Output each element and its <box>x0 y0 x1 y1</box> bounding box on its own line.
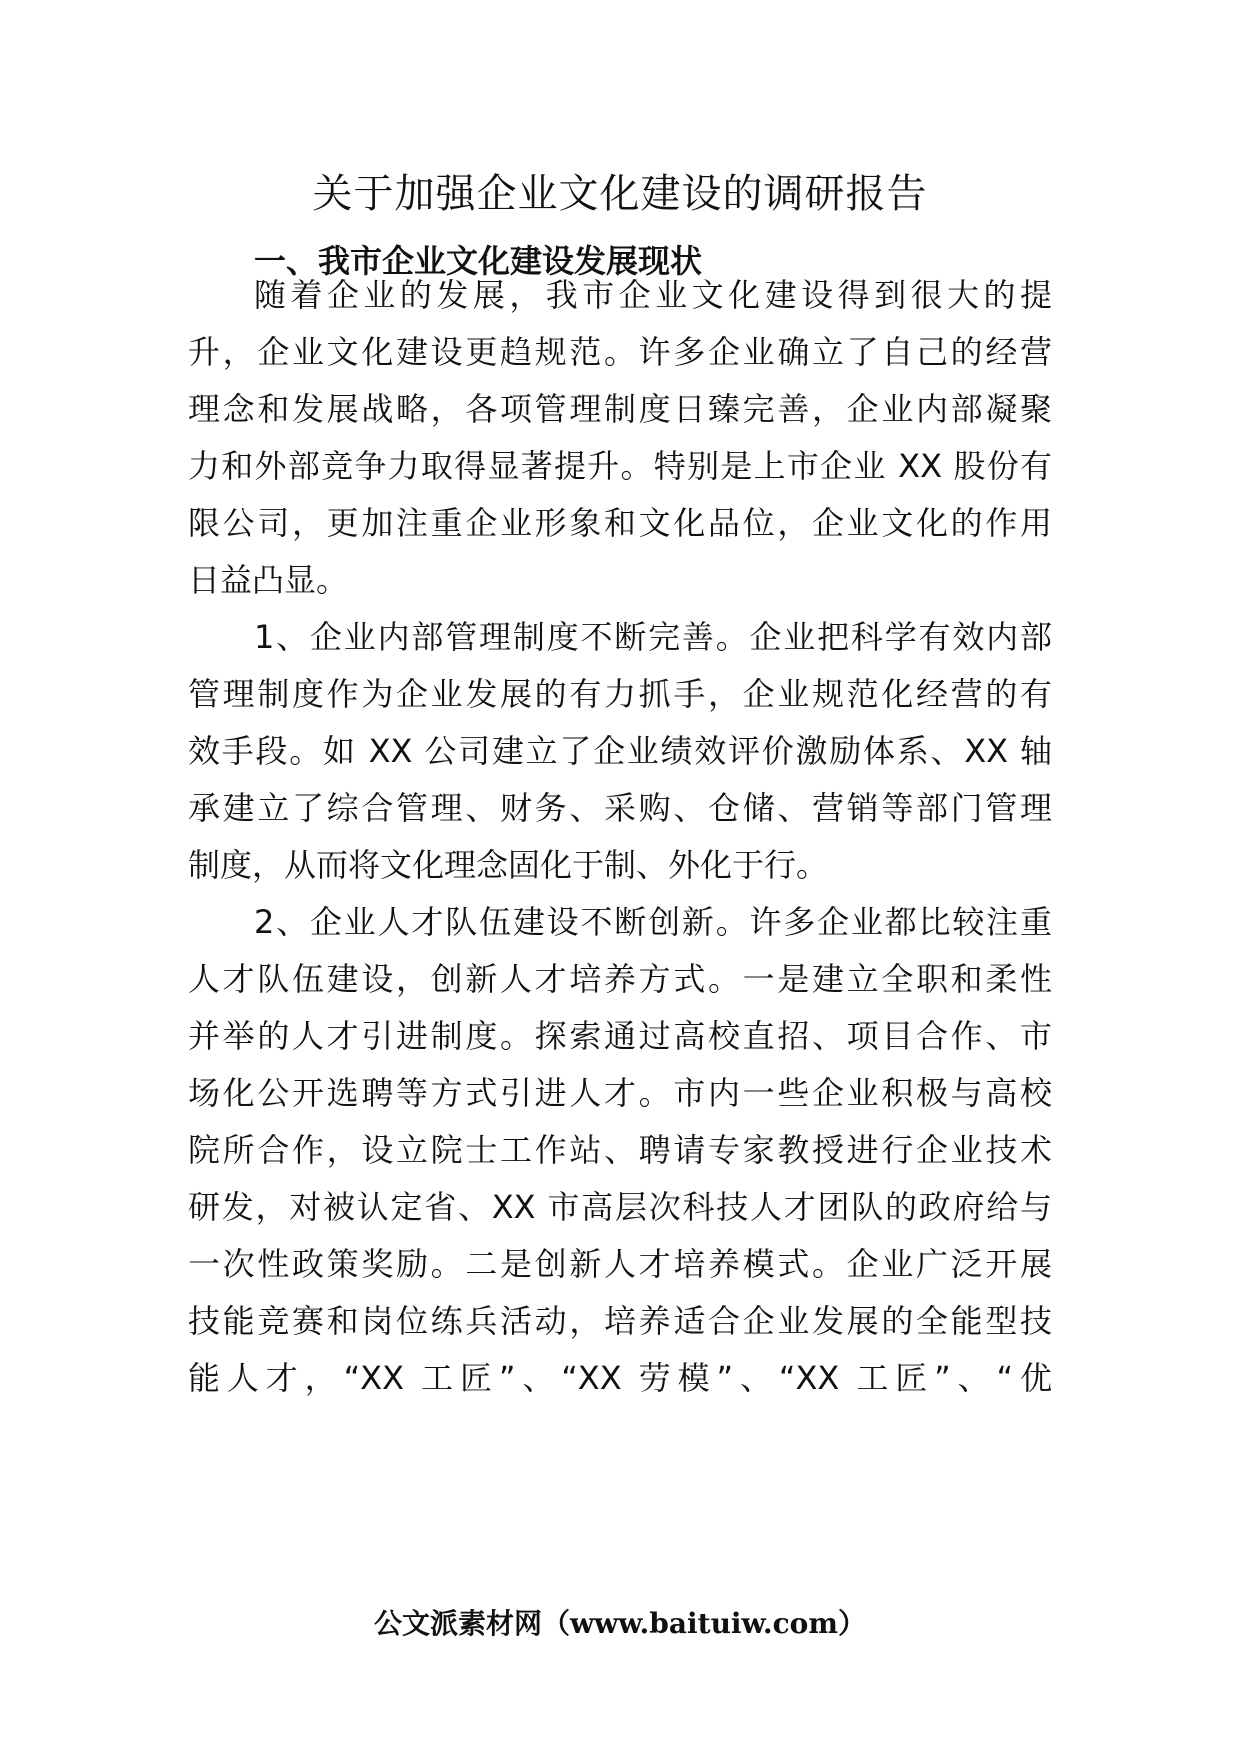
paragraph-2-line-2: 管理制度作为企业发展的有力抓手，企业规范化经营的有 <box>188 675 1052 713</box>
paragraph-3-line-9: 能人才，“XX 工匠”、“XX 劳模”、“XX 工匠”、“优 <box>188 1359 1052 1397</box>
paragraph-3-line-4: 场化公开选聘等方式引进人才。市内一些企业积极与高校 <box>188 1074 1052 1112</box>
footer-watermark: 公文派素材网（www.baituiw.com） <box>374 1607 866 1640</box>
paragraph-1-line-2: 升，企业文化建设更趋规范。许多企业确立了自己的经营 <box>188 333 1052 371</box>
paragraph-3-line-1: 2、企业人才队伍建设不断创新。许多企业都比较注重 <box>254 903 1052 941</box>
paragraph-2-line-4: 承建立了综合管理、财务、采购、仓储、营销等部门管理 <box>188 789 1052 827</box>
paragraph-3-line-6: 研发，对被认定省、XX 市高层次科技人才团队的政府给与 <box>188 1188 1052 1226</box>
section-heading: 一、我市企业文化建设发展现状 <box>254 242 703 280</box>
paragraph-3-line-3: 并举的人才引进制度。探索通过高校直招、项目合作、市 <box>188 1017 1052 1055</box>
paragraph-1-line-4: 力和外部竞争力取得显著提升。特别是上市企业 XX 股份有 <box>188 447 1052 485</box>
paragraph-2-line-3: 效手段。如 XX 公司建立了企业绩效评价激励体系、XX 轴 <box>188 732 1052 770</box>
paragraph-3-line-2: 人才队伍建设，创新人才培养方式。一是建立全职和柔性 <box>188 960 1052 998</box>
document-title: 关于加强企业文化建设的调研报告 <box>312 171 928 217</box>
paragraph-1-line-5: 限公司，更加注重企业形象和文化品位，企业文化的作用 <box>188 504 1052 542</box>
paragraph-1-line-1: 随着企业的发展，我市企业文化建设得到很大的提 <box>254 276 1052 314</box>
paragraph-3-line-7: 一次性政策奖励。二是创新人才培养模式。企业广泛开展 <box>188 1245 1052 1283</box>
paragraph-2-line-5: 制度，从而将文化理念固化于制、外化于行。 <box>188 846 829 884</box>
paragraph-1-line-6: 日益凸显。 <box>188 561 349 599</box>
paragraph-1-line-3: 理念和发展战略，各项管理制度日臻完善，企业内部凝聚 <box>188 390 1052 428</box>
paragraph-2-line-1: 1、企业内部管理制度不断完善。企业把科学有效内部 <box>254 618 1052 656</box>
paragraph-3-line-5: 院所合作，设立院士工作站、聘请专家教授进行企业技术 <box>188 1131 1052 1169</box>
paragraph-3-line-8: 技能竞赛和岗位练兵活动，培养适合企业发展的全能型技 <box>188 1302 1052 1340</box>
